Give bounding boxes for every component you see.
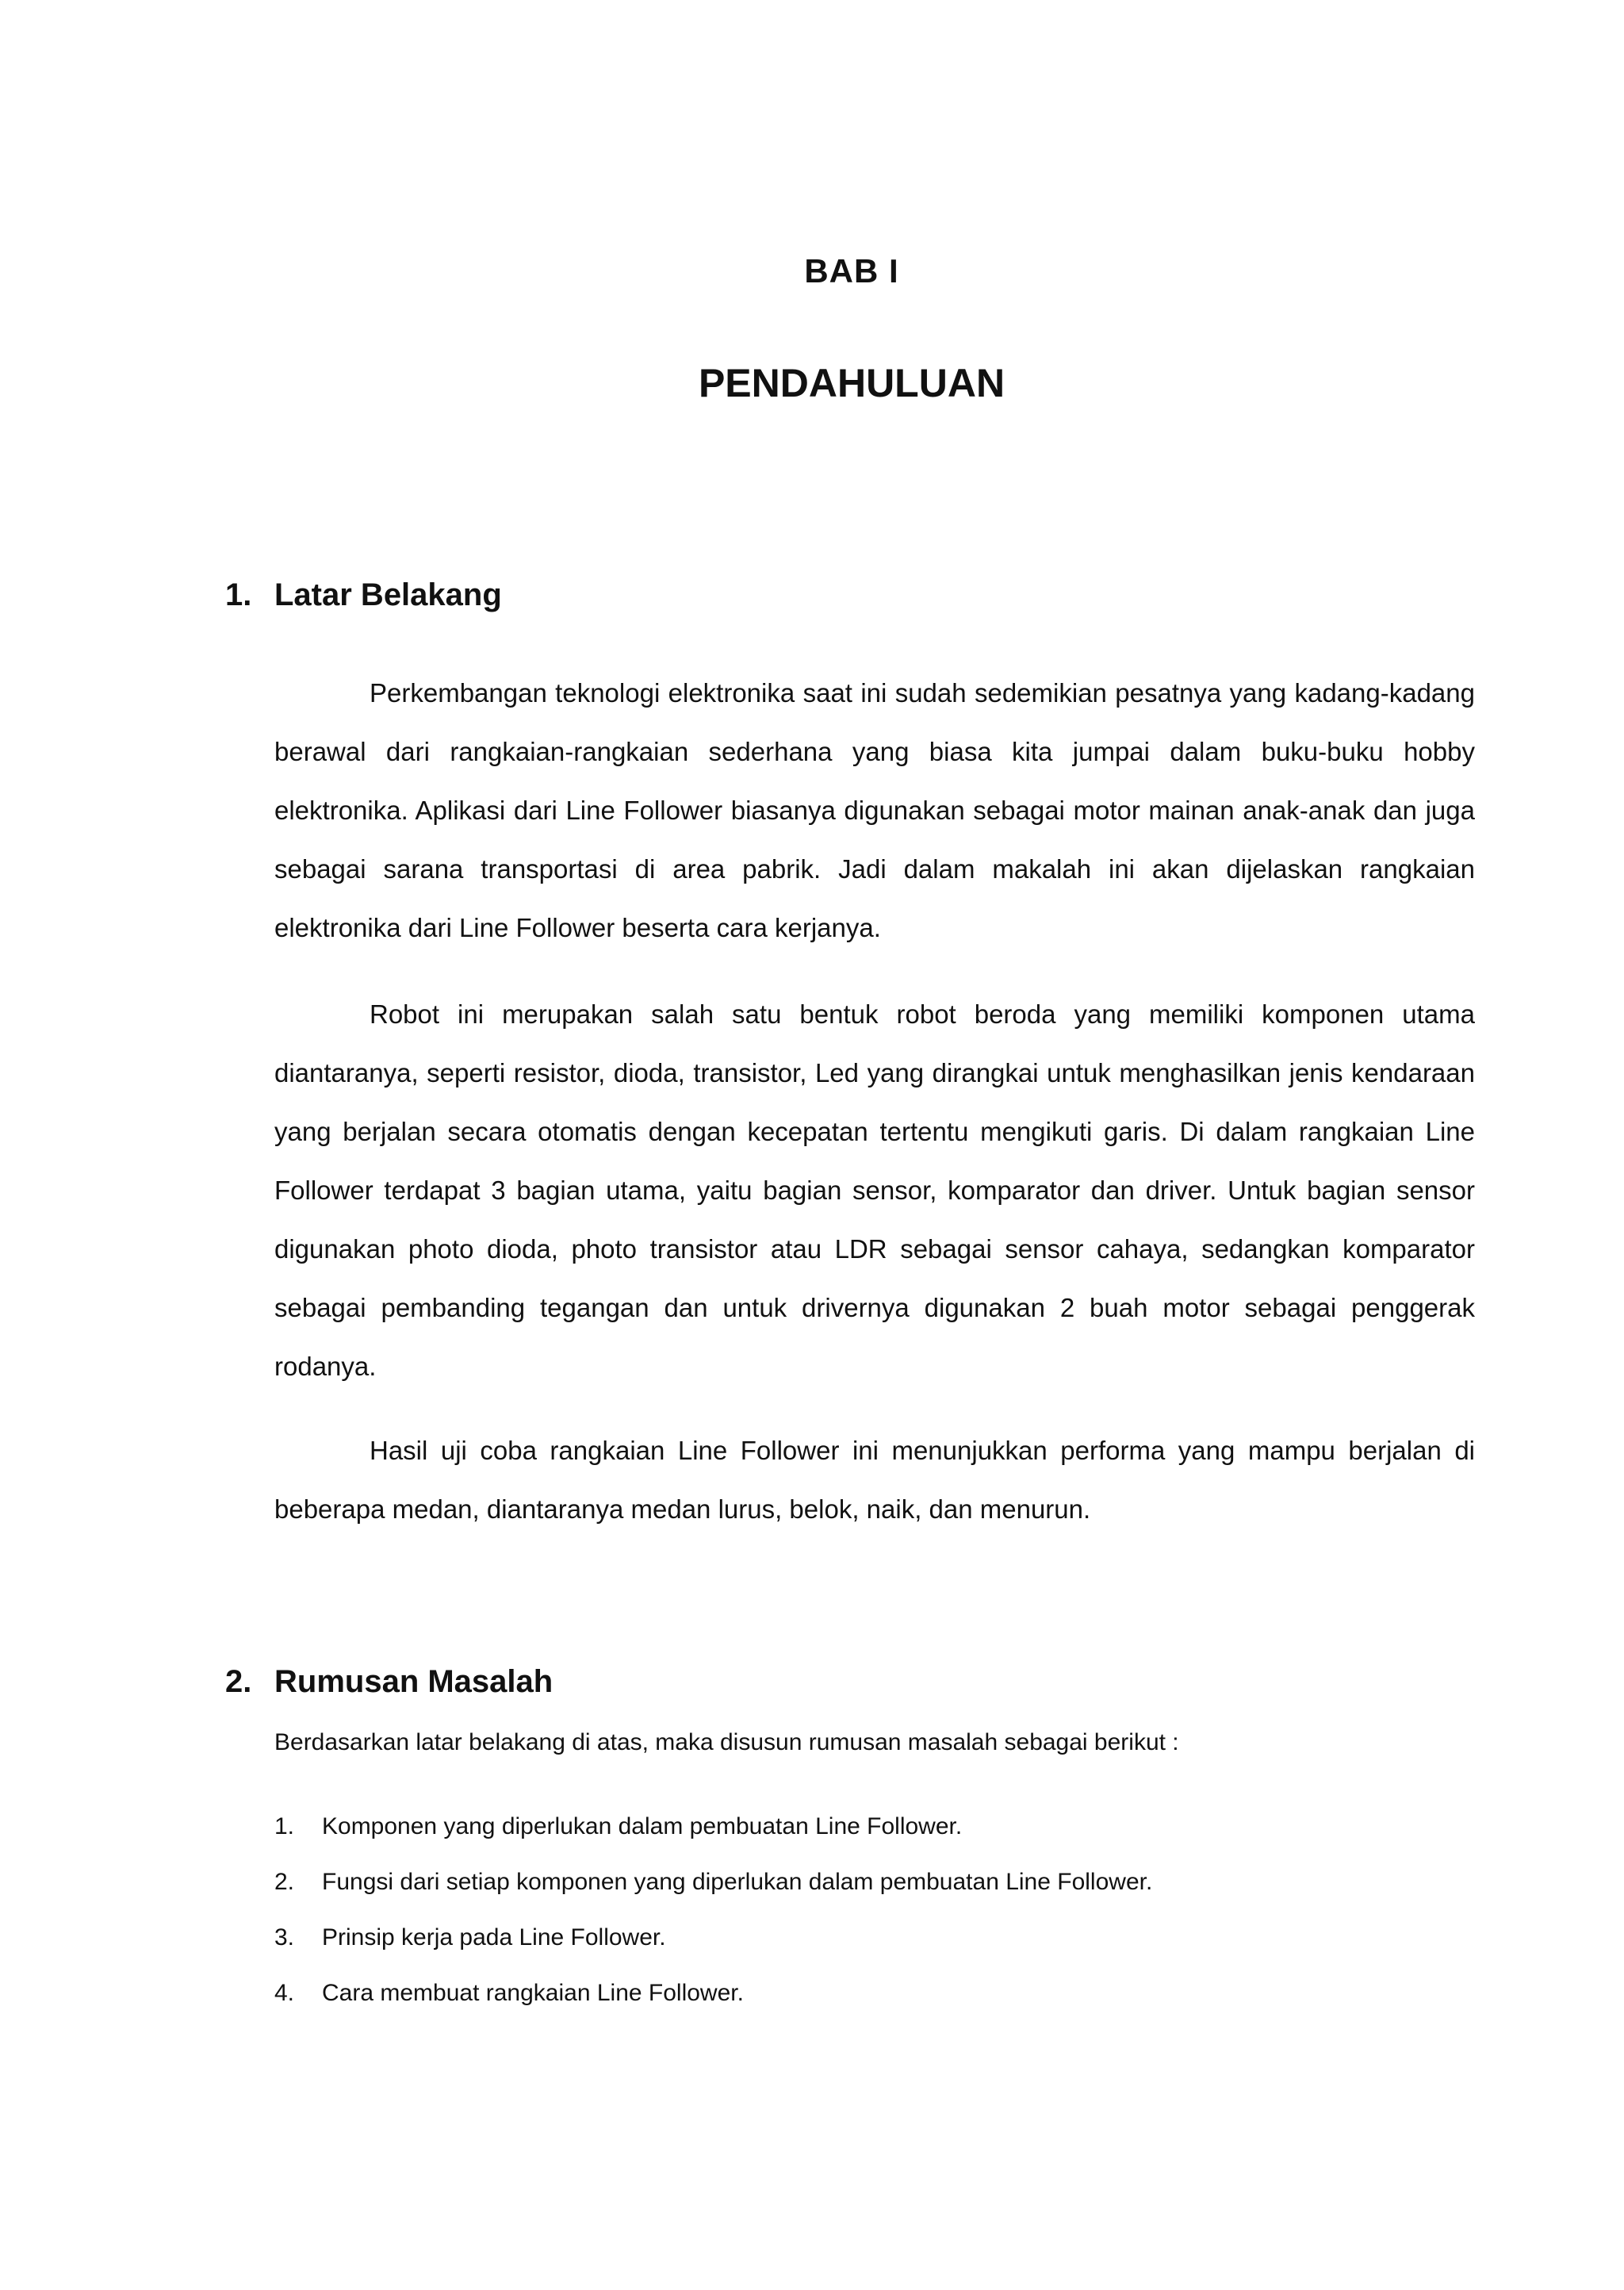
section-title: Rumusan Masalah [274, 1664, 553, 1699]
section-heading-latar-belakang [225, 577, 502, 613]
list-number: 1. [274, 1813, 295, 1839]
list-text: Cara membuat rangkaian Line Follower. [322, 1980, 744, 2006]
problem-intro: Berdasarkan latar belakang di atas, maka disusun rumusan masalah sebagai berikut : [274, 1729, 1179, 1755]
list-text: Komponen yang diperlukan dalam pembuatan Line Follower. [322, 1813, 963, 1839]
chapter-number: BAB I [804, 252, 899, 290]
list-item [274, 1977, 1152, 2032]
list-number: 2. [274, 1869, 295, 1895]
section-number: 1. [225, 577, 252, 612]
list-text: Prinsip kerja pada Line Follower. [322, 1924, 666, 1951]
section-heading-rumusan-masalah [225, 1664, 553, 1700]
section-title: Latar Belakang [274, 577, 502, 612]
list-item [274, 1921, 1152, 1977]
section-number: 2. [225, 1664, 252, 1699]
list-number: 3. [274, 1924, 295, 1951]
problem-list [274, 1810, 1152, 2032]
list-text: Fungsi dari setiap komponen yang diperlukan dalam pembuatan Line Follower. [322, 1869, 1153, 1895]
list-item [274, 1810, 1152, 1866]
paragraph-2: Robot ini merupakan salah satu bentuk robot beroda yang memiliki komponen utama diantaranya, seperti resistor, dioda, transistor, Led yang dirangkai untuk menghasilkan jenis kendaraan yang berjalan secara otomatis dengan kecepatan tertentu mengikuti garis. Di dalam rangkaian Line Follower terdapat 3 bagian utama, yaitu bagian sensor, komparator dan driver. Untuk bagian sensor digunakan photo dioda, photo transistor atau LDR sebagai sensor cahaya, sedangkan komparator sebagai pembanding tegangan dan untuk drivernya digunakan 2 buah motor sebagai penggerak rodanya. [274, 999, 1475, 1381]
list-number: 4. [274, 1980, 295, 2006]
chapter-title: PENDAHULUAN [698, 361, 1005, 405]
paragraph-1: Perkembangan teknologi elektronika saat ini sudah sedemikian pesatnya yang kadang-kadang berawal dari rangkaian-rangkaian sederhana yang biasa kita jumpai dalam buku-buku hobby elektronika. Aplikasi dari Line Follower biasanya digunakan sebagai motor mainan anak-anak dan juga sebagai sarana transportasi di area pabrik. Jadi dalam makalah ini akan dijelaskan rangkaian elektronika dari Line Follower beserta cara kerjanya. [274, 678, 1475, 942]
paragraph-3: Hasil uji coba rangkaian Line Follower ini menunjukkan performa yang mampu berjalan di beberapa medan, diantaranya medan lurus, belok, naik, dan menurun. [274, 1436, 1475, 1524]
list-item [274, 1866, 1152, 1921]
